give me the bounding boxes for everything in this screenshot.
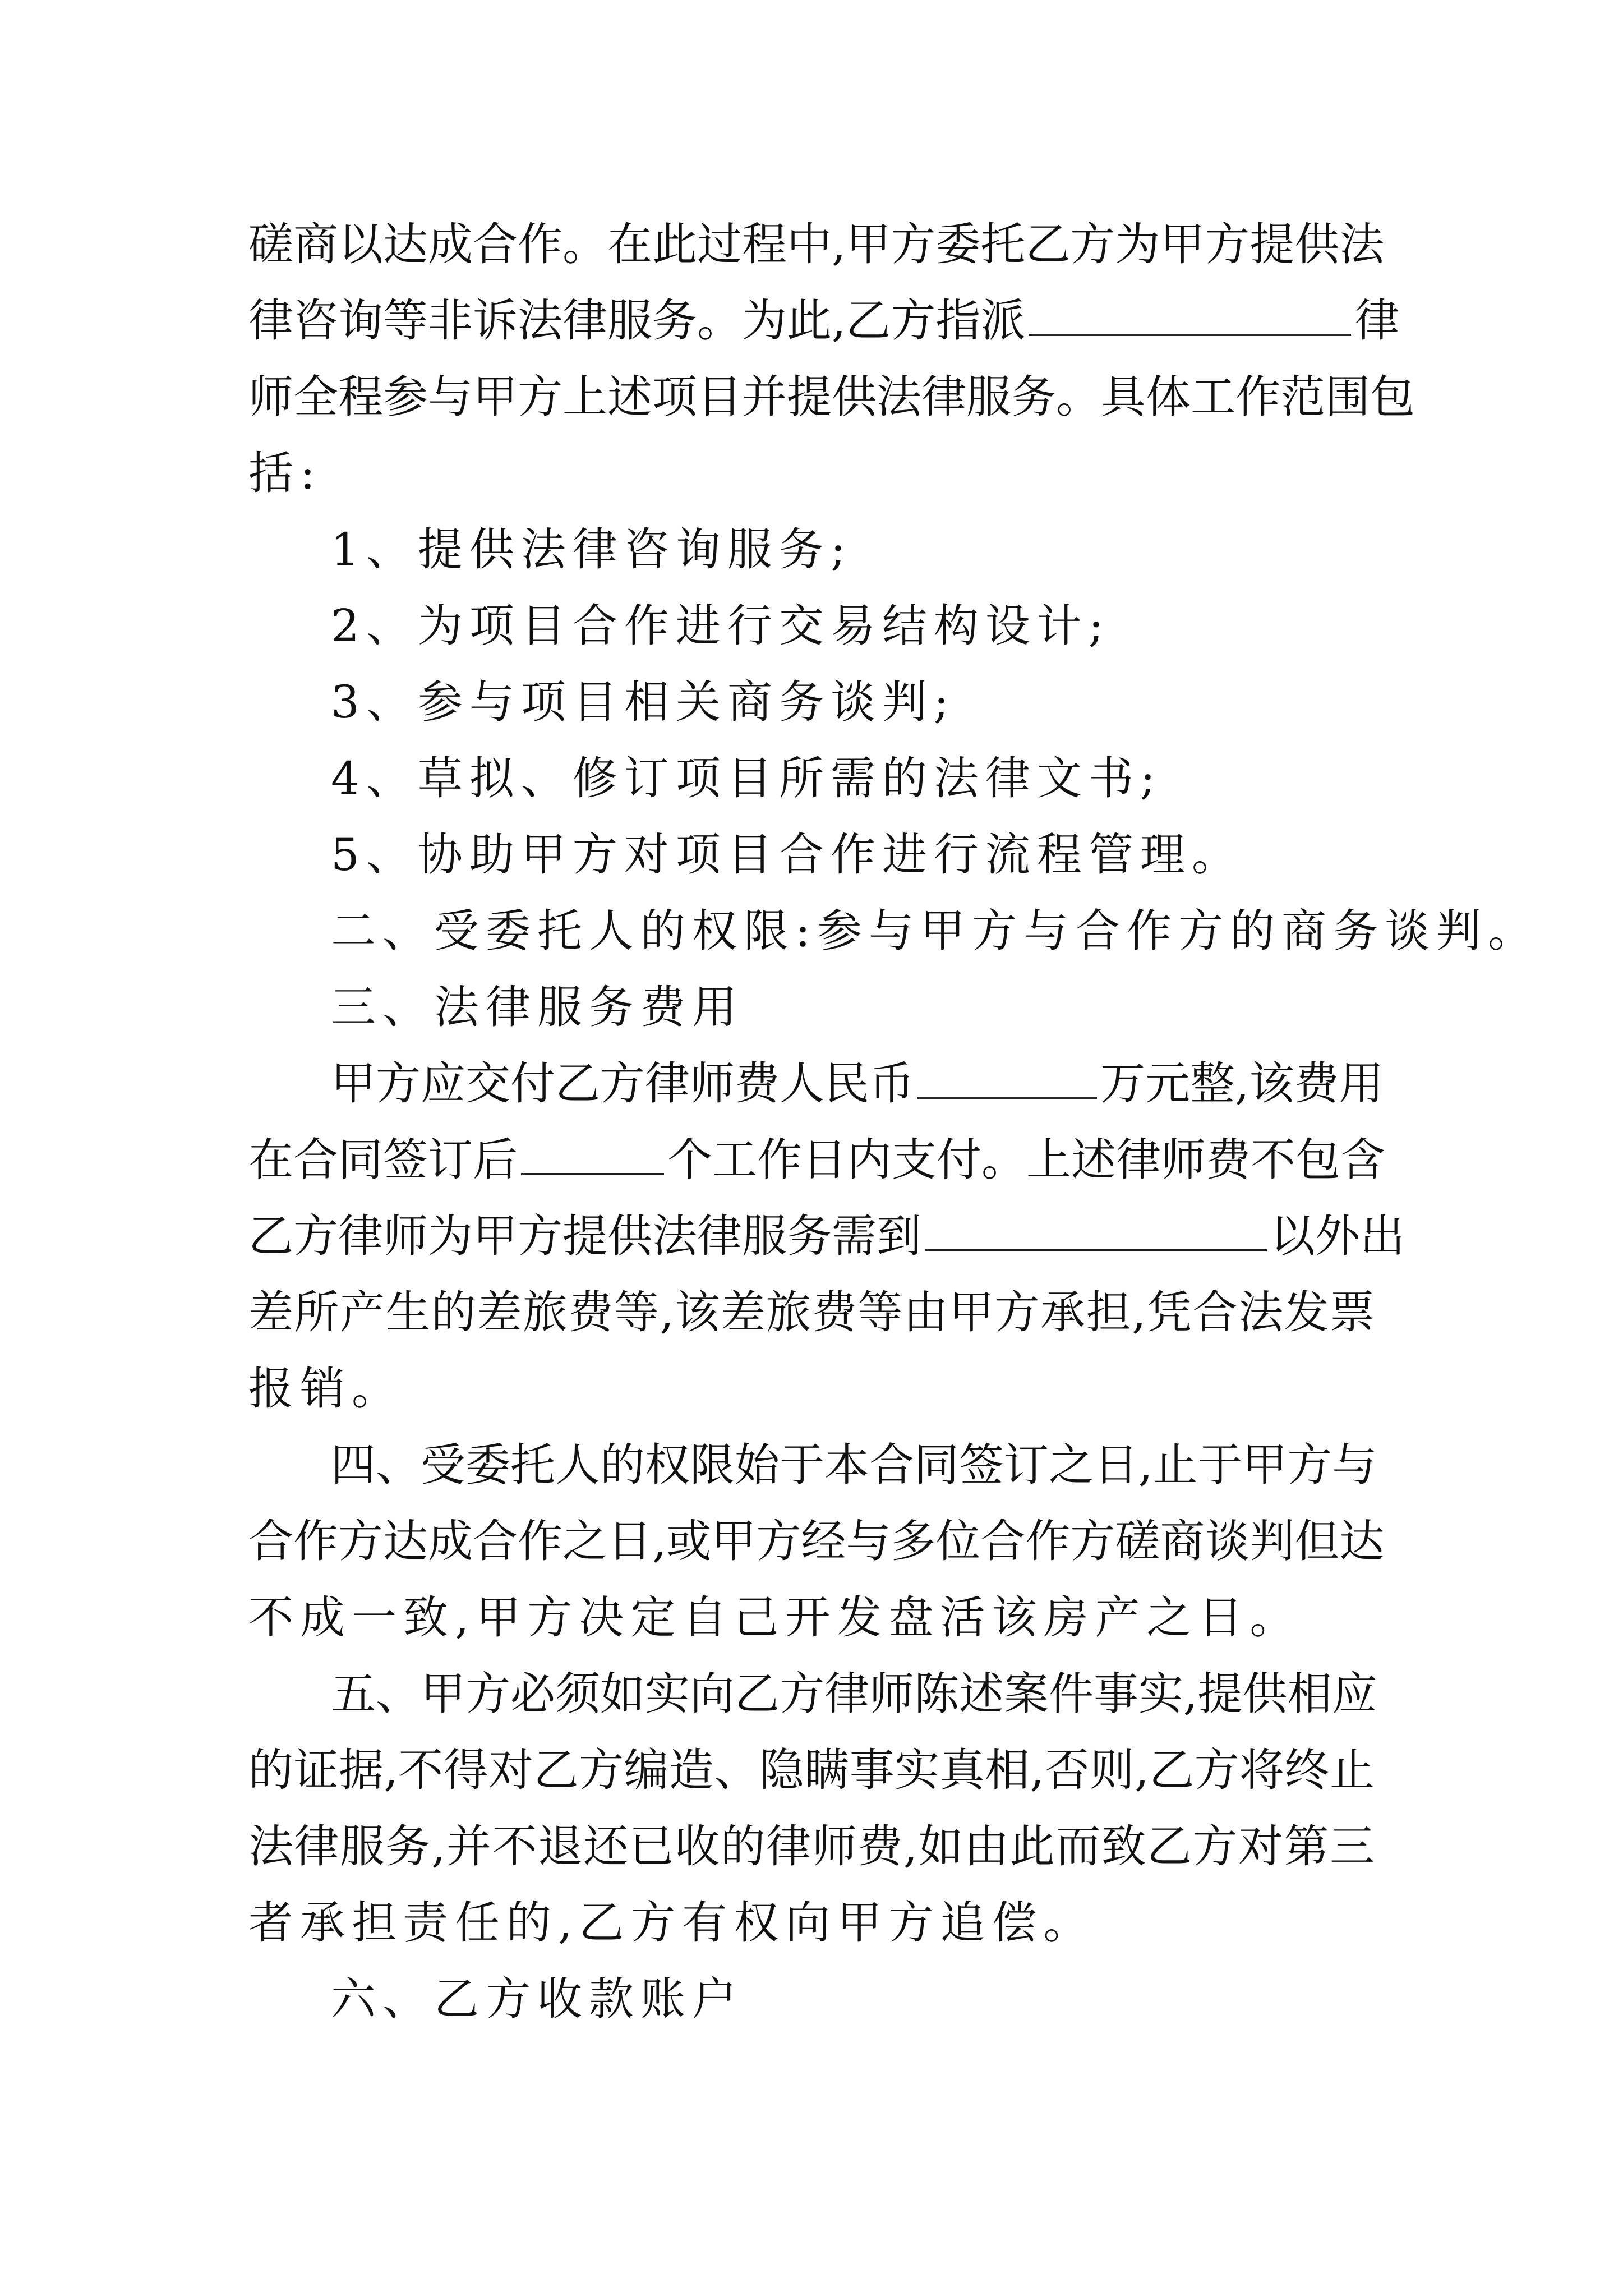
paragraph-line: 不成一致,甲方决定自己开发盘活该房产之日。 bbox=[248, 1591, 1302, 1644]
section-heading: 三、法律服务费用 bbox=[331, 981, 744, 1033]
paragraph-line: 四、受委托人的权限始于本合同签订之日,止于甲方与 bbox=[331, 1439, 1377, 1491]
paragraph-line bbox=[248, 1205, 1405, 1267]
paragraph-line: 报销。 bbox=[248, 1363, 403, 1415]
section-heading: 二、受委托人的权限:参与甲方与合作方的商务谈判。 bbox=[331, 905, 1539, 957]
paragraph-line: 法律服务,并不退还已收的律师费,如由此而致乙方对第三 bbox=[248, 1820, 1375, 1872]
line-text: 在合同签订后 bbox=[248, 1134, 518, 1186]
scope-item: 2、为项目合作进行交易结构设计; bbox=[331, 600, 1110, 652]
scope-item: 3、参与项目相关商务谈判; bbox=[331, 676, 956, 728]
scope-item: 5、协助甲方对项目合作进行流程管理。 bbox=[331, 829, 1243, 881]
paragraph-line bbox=[248, 290, 1400, 352]
payment-days-blank[interactable] bbox=[521, 1129, 664, 1175]
paragraph-line: 差所产生的差旅费等,该差旅费等由甲方承担,凭合法发票 bbox=[248, 1286, 1375, 1338]
line-text: 律咨询等非诉法律服务。为此,乙方指派 bbox=[248, 295, 1026, 347]
line-text: 乙方律师为甲方提供法律服务需到 bbox=[248, 1210, 921, 1262]
section-heading: 六、乙方收款账户 bbox=[331, 1973, 744, 2025]
location-blank[interactable] bbox=[925, 1205, 1267, 1251]
lawyer-name-blank[interactable] bbox=[1029, 290, 1351, 336]
scope-item: 1、提供法律咨询服务; bbox=[331, 523, 852, 576]
paragraph-line: 磋商以达成合作。在此过程中,甲方委托乙方为甲方提供法 bbox=[248, 218, 1385, 270]
paragraph-line: 者承担责任的,乙方有权向甲方追偿。 bbox=[248, 1897, 1095, 1949]
paragraph-line: 师全程参与甲方上述项目并提供法律服务。具体工作范围包 bbox=[248, 371, 1415, 423]
paragraph-line bbox=[331, 1053, 1384, 1115]
paragraph-line bbox=[248, 1129, 1385, 1191]
paragraph-line: 的证据,不得对乙方编造、隐瞒事实真相,否则,乙方将终止 bbox=[248, 1744, 1375, 1796]
line-text: 甲方应交付乙方律师费人民币 bbox=[331, 1057, 914, 1110]
line-text: 以外出 bbox=[1270, 1210, 1405, 1262]
line-text: 律 bbox=[1354, 295, 1400, 347]
fee-amount-blank[interactable] bbox=[917, 1053, 1097, 1099]
scope-item: 4、草拟、修订项目所需的法律文书; bbox=[331, 752, 1162, 804]
line-text: 个工作日内支付。上述律师费不包含 bbox=[667, 1134, 1385, 1186]
paragraph-line: 五、甲方必须如实向乙方律师陈述案件事实,提供相应 bbox=[331, 1668, 1377, 1720]
paragraph-line: 括: bbox=[248, 447, 322, 499]
line-text: 万元整,该费用 bbox=[1100, 1057, 1384, 1110]
paragraph-line: 合作方达成合作之日,或甲方经与多位合作方磋商谈判但达 bbox=[248, 1515, 1385, 1567]
